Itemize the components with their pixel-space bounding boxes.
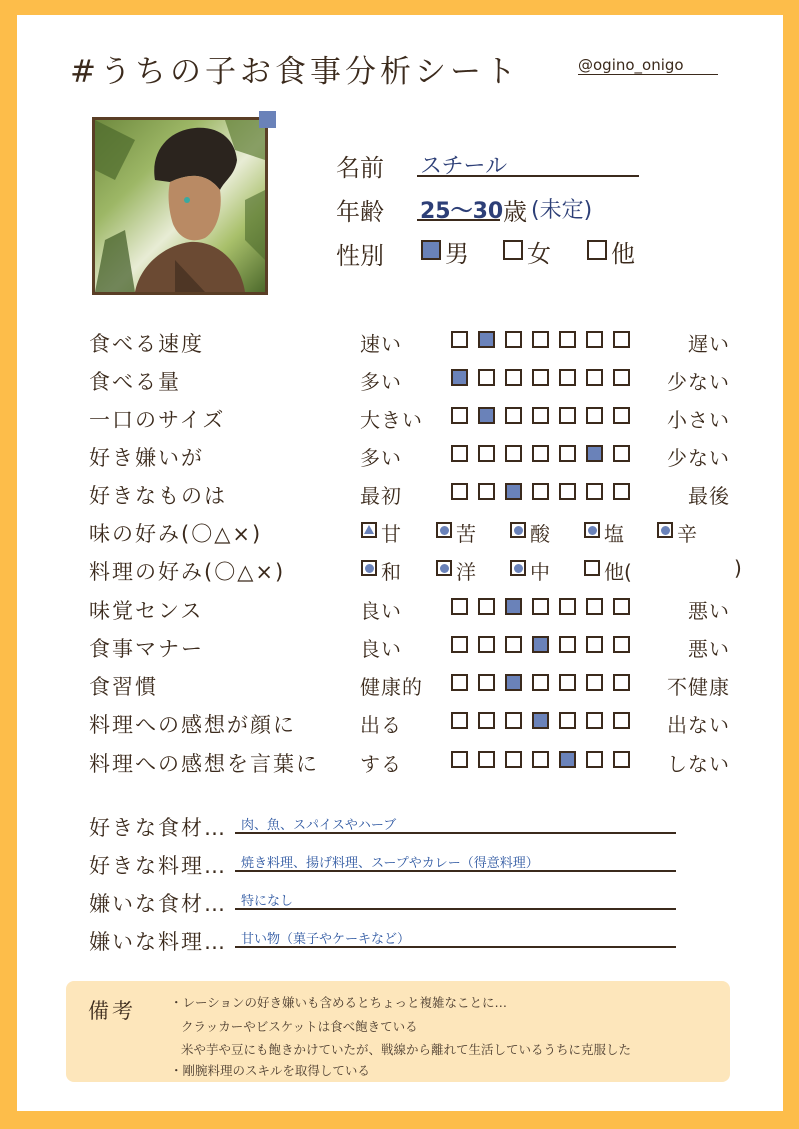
circle-mark-icon <box>588 526 597 535</box>
scale-box-5[interactable] <box>559 751 576 768</box>
scale-box-6[interactable] <box>586 636 603 653</box>
gender-checkbox-2[interactable] <box>503 240 523 260</box>
age-unit: 歳 <box>503 198 527 226</box>
character-portrait <box>92 117 268 295</box>
scale-box-5[interactable] <box>559 407 576 424</box>
scale-label: 好きなものは <box>89 484 227 508</box>
scale-box-1[interactable] <box>451 751 468 768</box>
scale-box-5[interactable] <box>559 331 576 348</box>
scale-box-5[interactable] <box>559 712 576 729</box>
scale-box-1[interactable] <box>451 598 468 615</box>
cuisine-option-label: 他( <box>604 560 632 584</box>
scale-left-label: 出る <box>360 713 402 737</box>
scale-box-2[interactable] <box>478 636 495 653</box>
cuisine-label: 料理の好み(〇△×) <box>89 560 286 584</box>
favorite-label: 嫌いな食材… <box>89 892 227 916</box>
scale-right-label: 悪い <box>688 637 730 661</box>
scale-box-2[interactable] <box>478 331 495 348</box>
taste-checkbox[interactable] <box>361 522 377 538</box>
scale-box-4[interactable] <box>532 598 549 615</box>
circle-mark-icon <box>514 564 523 573</box>
name-value[interactable]: スチール <box>420 154 508 179</box>
scale-box-1[interactable] <box>451 712 468 729</box>
favorite-value[interactable]: 甘い物（菓子やケーキなど） <box>241 932 411 947</box>
favorite-label: 嫌いな料理… <box>89 930 227 954</box>
scale-box-4[interactable] <box>532 369 549 386</box>
scale-box-6[interactable] <box>586 751 603 768</box>
cuisine-checkbox[interactable] <box>510 560 526 576</box>
age-note: (未定) <box>531 198 593 223</box>
scale-left-label: 最初 <box>360 484 402 508</box>
scale-box-7[interactable] <box>613 331 630 348</box>
scale-box-4[interactable] <box>532 751 549 768</box>
scale-box-4[interactable] <box>532 483 549 500</box>
scale-box-6[interactable] <box>586 331 603 348</box>
scale-box-7[interactable] <box>613 369 630 386</box>
scale-box-3[interactable] <box>505 636 522 653</box>
favorite-value[interactable]: 特になし <box>241 894 294 909</box>
scale-left-label: 速い <box>360 332 402 356</box>
scale-right-label: 出ない <box>667 713 730 737</box>
scale-right-label: 最後 <box>688 484 730 508</box>
scale-right-label: 遅い <box>688 332 730 356</box>
scale-box-1[interactable] <box>451 483 468 500</box>
scale-box-4[interactable] <box>532 636 549 653</box>
gender-option-label: 女 <box>527 240 551 268</box>
scale-box-2[interactable] <box>478 483 495 500</box>
scale-box-6[interactable] <box>586 407 603 424</box>
scale-box-7[interactable] <box>613 636 630 653</box>
cuisine-close-paren: ) <box>734 556 742 580</box>
scale-right-label: 小さい <box>667 408 730 432</box>
circle-mark-icon <box>440 564 449 573</box>
scale-right-label: しない <box>667 752 730 776</box>
circle-mark-icon <box>440 526 449 535</box>
scale-box-3[interactable] <box>505 445 522 462</box>
scale-box-4[interactable] <box>532 445 549 462</box>
cuisine-checkbox[interactable] <box>584 560 600 576</box>
scale-box-7[interactable] <box>613 712 630 729</box>
gender-checkbox-3[interactable] <box>587 240 607 260</box>
scale-box-6[interactable] <box>586 445 603 462</box>
gender-checkbox-1[interactable] <box>421 240 441 260</box>
taste-option-label: 塩 <box>604 522 624 546</box>
scale-left-label: 大きい <box>360 408 423 432</box>
scale-box-3[interactable] <box>505 331 522 348</box>
portrait-illustration <box>95 120 265 292</box>
age-underline <box>417 219 500 221</box>
scale-left-label: 多い <box>360 446 402 470</box>
favorite-underline <box>235 832 676 834</box>
scale-box-3[interactable] <box>505 483 522 500</box>
circle-mark-icon <box>365 564 374 573</box>
taste-option-label: 辛 <box>677 522 697 546</box>
scale-box-7[interactable] <box>613 483 630 500</box>
scale-box-2[interactable] <box>478 407 495 424</box>
scale-box-5[interactable] <box>559 369 576 386</box>
scale-box-7[interactable] <box>613 407 630 424</box>
gender-option-label: 他 <box>611 240 635 268</box>
scale-box-5[interactable] <box>559 674 576 691</box>
scale-left-label: 健康的 <box>360 675 423 699</box>
scale-box-1[interactable] <box>451 674 468 691</box>
favorite-label: 好きな食材… <box>89 816 227 840</box>
taste-option-label: 苦 <box>456 522 476 546</box>
cuisine-option-label: 中 <box>530 560 550 584</box>
taste-option-label: 酸 <box>530 522 550 546</box>
scale-box-2[interactable] <box>478 445 495 462</box>
circle-mark-icon <box>514 526 523 535</box>
taste-checkbox[interactable] <box>436 522 452 538</box>
scale-box-6[interactable] <box>586 369 603 386</box>
scale-left-label: 良い <box>360 599 402 623</box>
scale-box-1[interactable] <box>451 407 468 424</box>
scale-left-label: する <box>360 752 402 776</box>
scale-box-3[interactable] <box>505 407 522 424</box>
scale-label: 料理への感想が顔に <box>89 713 296 737</box>
taste-checkbox[interactable] <box>657 522 673 538</box>
scale-box-4[interactable] <box>532 407 549 424</box>
triangle-mark-icon <box>364 525 374 534</box>
note-line: クラッカーやビスケットは食べ飽きている <box>181 1019 418 1034</box>
scale-box-3[interactable] <box>505 751 522 768</box>
cuisine-option-label: 洋 <box>456 560 476 584</box>
scale-box-7[interactable] <box>613 445 630 462</box>
scale-box-7[interactable] <box>613 598 630 615</box>
cuisine-option-label: 和 <box>381 560 401 584</box>
scale-label: 食べる速度 <box>89 332 204 356</box>
scale-box-4[interactable] <box>532 712 549 729</box>
scale-box-5[interactable] <box>559 636 576 653</box>
scale-box-3[interactable] <box>505 598 522 615</box>
favorite-value[interactable]: 焼き料理、揚げ料理、スープやカレー（得意料理） <box>241 856 539 871</box>
scale-right-label: 少ない <box>667 446 730 470</box>
scale-box-6[interactable] <box>586 598 603 615</box>
page-title: #うちの子お食事分析シート <box>70 54 520 90</box>
scale-box-7[interactable] <box>613 674 630 691</box>
favorite-underline <box>235 870 676 872</box>
scale-label: 食習慣 <box>89 675 158 699</box>
taste-option-label: 甘 <box>381 522 401 546</box>
scale-box-2[interactable] <box>478 369 495 386</box>
scale-label: 好き嫌いが <box>89 446 204 470</box>
cuisine-checkbox[interactable] <box>361 560 377 576</box>
scale-box-1[interactable] <box>451 369 468 386</box>
scale-box-2[interactable] <box>478 598 495 615</box>
scale-box-3[interactable] <box>505 712 522 729</box>
scale-label: 味覚センス <box>89 599 204 623</box>
scale-box-1[interactable] <box>451 636 468 653</box>
scale-box-4[interactable] <box>532 331 549 348</box>
scale-left-label: 良い <box>360 637 402 661</box>
favorite-underline <box>235 946 676 948</box>
scale-box-6[interactable] <box>586 712 603 729</box>
scale-label: 一口のサイズ <box>89 408 226 432</box>
author-handle: @ogino_onigo <box>578 56 718 75</box>
note-line: ・剛腕料理のスキルを取得している <box>170 1063 370 1078</box>
scale-box-4[interactable] <box>532 674 549 691</box>
scale-right-label: 少ない <box>667 370 730 394</box>
scale-box-1[interactable] <box>451 331 468 348</box>
scale-box-6[interactable] <box>586 674 603 691</box>
scale-box-5[interactable] <box>559 445 576 462</box>
gender-label: 性別 <box>336 242 384 270</box>
taste-checkbox[interactable] <box>510 522 526 538</box>
scale-label: 食事マナー <box>89 637 204 661</box>
scale-label: 料理への感想を言葉に <box>89 752 319 776</box>
age-value[interactable]: 25〜30 <box>420 199 504 224</box>
favorite-value[interactable]: 肉、魚、スパイスやハーブ <box>241 818 397 833</box>
taste-checkbox[interactable] <box>584 522 600 538</box>
scale-box-2[interactable] <box>478 712 495 729</box>
scale-box-3[interactable] <box>505 674 522 691</box>
scale-box-2[interactable] <box>478 751 495 768</box>
scale-box-5[interactable] <box>559 598 576 615</box>
portrait-corner-marker <box>259 111 276 128</box>
scale-box-1[interactable] <box>451 445 468 462</box>
favorite-underline <box>235 908 676 910</box>
note-line: 米や芋や豆にも飽きかけていたが、戦線から離れて生活しているうちに克服した <box>181 1042 632 1057</box>
scale-box-6[interactable] <box>586 483 603 500</box>
notes-title: 備考 <box>88 999 136 1023</box>
scale-right-label: 不健康 <box>667 675 730 699</box>
scale-right-label: 悪い <box>688 599 730 623</box>
scale-box-3[interactable] <box>505 369 522 386</box>
name-label: 名前 <box>336 154 384 182</box>
circle-mark-icon <box>661 526 670 535</box>
note-line: ・レーションの好き嫌いも含めるとちょっと複雑なことに… <box>170 995 508 1010</box>
favorite-label: 好きな料理… <box>89 854 227 878</box>
taste-label: 味の好み(〇△×) <box>89 522 263 546</box>
scale-box-5[interactable] <box>559 483 576 500</box>
name-underline <box>417 175 639 177</box>
scale-left-label: 多い <box>360 370 402 394</box>
scale-box-2[interactable] <box>478 674 495 691</box>
cuisine-checkbox[interactable] <box>436 560 452 576</box>
scale-label: 食べる量 <box>89 370 181 394</box>
gender-option-label: 男 <box>445 240 469 268</box>
age-label: 年齢 <box>336 198 384 226</box>
scale-box-7[interactable] <box>613 751 630 768</box>
